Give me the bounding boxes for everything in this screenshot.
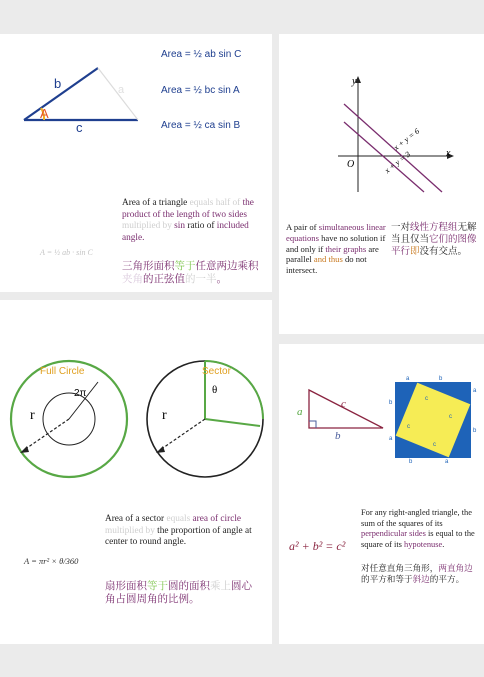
formula-row (161, 49, 241, 60)
text-muted: 的一半 (185, 273, 217, 285)
sector-area-card (0, 300, 272, 644)
triangle-explanation-en (122, 198, 260, 244)
radius-label-left: r (30, 408, 35, 423)
formula-half: ½ (193, 49, 202, 60)
side-a-label: a (297, 406, 303, 418)
triangle-area-card (0, 34, 272, 292)
text: do not intersect. (286, 254, 367, 276)
text-highlight: 线性方程组 (410, 222, 458, 233)
angle-A-label: A (40, 106, 49, 121)
proof-label: b (389, 400, 393, 406)
proof-label: b (409, 459, 413, 465)
text: are parallel (286, 243, 379, 265)
text-highlight: the product of the length of two sides (122, 198, 254, 220)
text: Area of a triangle (122, 198, 188, 208)
text: 的平方和等于 (361, 575, 413, 585)
side-c-label: c (76, 120, 83, 135)
text-highlight: 的正弦值 (143, 273, 185, 285)
y-axis-label: y (352, 76, 357, 87)
proof-label: c (433, 442, 436, 448)
text-highlight: their graphs (325, 243, 367, 254)
pythagoras-card (279, 344, 484, 644)
side-a-label: a (118, 84, 125, 96)
triangle-side-formula: A = ½ ab · sin C (40, 248, 93, 257)
text-orange: and thus (313, 254, 343, 265)
formula-tail: ca sin B (204, 120, 241, 131)
text-highlight: 扇形面积 (105, 580, 147, 592)
formula-prefix: Area = (161, 120, 191, 131)
proof-label: a (473, 388, 477, 394)
proof-label: a (389, 436, 393, 442)
text-muted: equals (166, 514, 191, 524)
formula-half: ½ (193, 120, 202, 131)
simultaneous-equations-card (279, 34, 484, 334)
text: For any right-angled triangle, the sum of the squares of its (361, 508, 472, 528)
text-muted: 夹角 (122, 273, 143, 285)
text-highlight: area of circle (192, 514, 242, 524)
text-muted: of (232, 198, 241, 208)
line-label-6: x + y = 6 (392, 126, 422, 153)
text: the proportion of angle at center to round angle. (105, 525, 252, 548)
text-orange: 即 (410, 246, 420, 257)
side-c-label: c (341, 398, 346, 410)
text-highlight: 。 (216, 273, 227, 285)
text-highlight: 圆的面积 (168, 580, 210, 592)
text: Area of a sector (105, 514, 165, 524)
text-highlight: 圆心角占圆周角的比例。 (105, 580, 252, 605)
formula-prefix: Area = (161, 85, 191, 96)
radius-label-right: r (162, 408, 167, 423)
text-muted: multiplied by (105, 525, 155, 536)
formula-row (161, 120, 240, 131)
triangle-explanation-cn (122, 260, 262, 286)
text-muted: multiplied by (122, 221, 172, 232)
side-b-label: b (54, 76, 62, 91)
proof-label: b (473, 428, 477, 434)
text: 没有交点。 (419, 246, 468, 257)
sector-explanation-en (105, 514, 265, 549)
text: ratio of (187, 221, 215, 232)
parallel-lines-graph (324, 74, 454, 194)
x-axis-label: x (446, 148, 451, 159)
text-highlight: hypotenuse (404, 539, 443, 549)
sector-formula: A = πr² × θ/360 (24, 556, 79, 566)
line-label-3: x + y = 3 (383, 149, 413, 176)
text-highlight: 任意两边乘积 (195, 260, 259, 272)
simultaneous-explanation-en (286, 222, 386, 276)
text-green: 等于 (174, 260, 196, 272)
text-highlight: simultaneous linear equations (286, 222, 386, 243)
sector-explanation-cn (105, 580, 255, 606)
text-highlight: included angle. (122, 221, 249, 243)
theta-label: θ (212, 384, 218, 396)
origin-label: O (347, 159, 355, 170)
formula-prefix: Area = (161, 49, 191, 60)
text: have no solution if and only if (286, 232, 386, 254)
text-highlight: 它们的图像平行 (391, 234, 477, 257)
sector-label: Sector (202, 366, 231, 377)
formula-half: ½ (193, 85, 202, 96)
text: . (442, 539, 445, 549)
text-highlight: 两直角边 (438, 564, 473, 574)
text: 一对 (391, 222, 411, 233)
full-circle-label: Full Circle (40, 366, 85, 377)
proof-label: c (449, 414, 452, 420)
angle-2pi-label: 2π (74, 388, 87, 399)
text-highlight: 斜边 (412, 575, 430, 585)
proof-label: c (425, 396, 428, 402)
text-highlight: sin (174, 221, 186, 232)
text: is equal to the square of its (361, 529, 475, 549)
pythagoras-formula: a² + b² = c² (289, 539, 346, 553)
text: 对任意直角三角形， (361, 564, 439, 574)
proof-label: c (407, 424, 410, 430)
text: A pair of (286, 222, 317, 232)
text: 的平方。 (429, 575, 465, 585)
text-highlight: 三角形面积 (122, 260, 175, 272)
simultaneous-explanation-cn (391, 222, 483, 258)
proof-label: b (439, 376, 443, 382)
text: 无解当且仅当 (391, 222, 477, 245)
proof-label: a (445, 459, 449, 465)
proof-label: a (406, 376, 410, 382)
side-b-label: b (335, 430, 341, 442)
text-green: 等于 (147, 580, 168, 592)
text-muted: equals half (189, 198, 231, 208)
text-highlight: perpendicular sides (361, 529, 426, 539)
text-muted: 乘上 (210, 580, 231, 592)
pythagoras-explanation-cn (361, 564, 481, 586)
pythagoras-explanation-en (361, 508, 481, 550)
formula-tail: ab sin C (204, 49, 242, 60)
formula-tail: bc sin A (204, 85, 240, 96)
formula-row (161, 85, 240, 96)
